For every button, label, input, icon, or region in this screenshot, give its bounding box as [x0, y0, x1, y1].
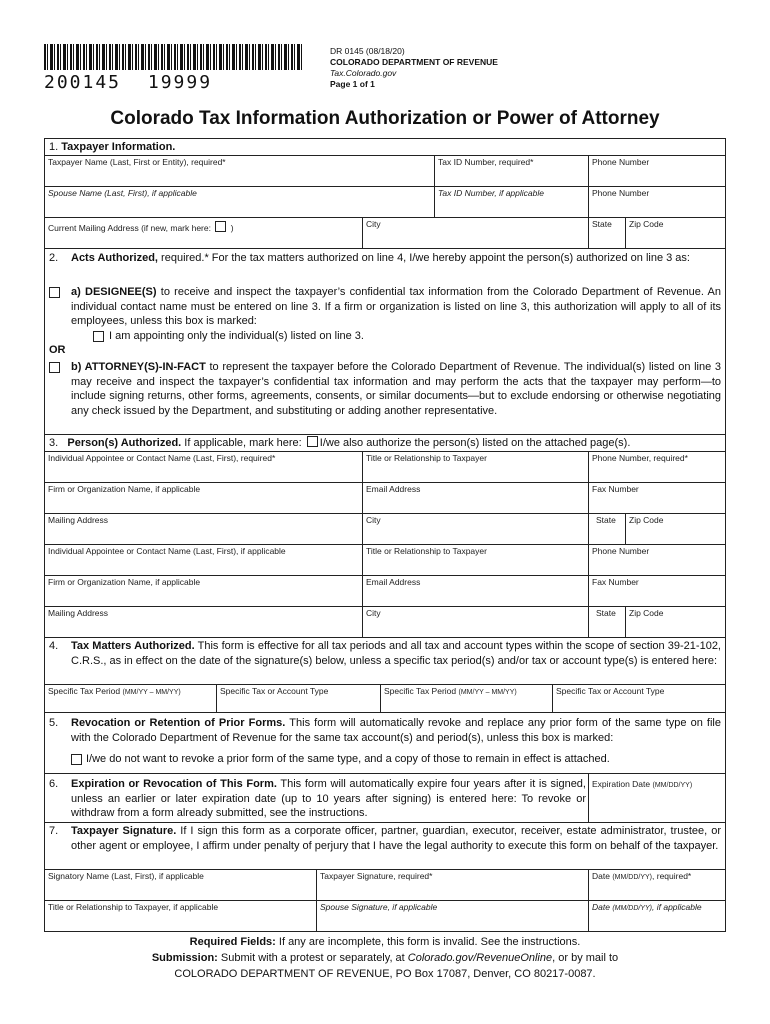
attorney-checkbox[interactable]	[49, 362, 60, 373]
section-4-number: 4.	[49, 640, 59, 652]
attached-page-checkbox[interactable]	[307, 436, 318, 447]
signatory-title-field[interactable]: Title or Relationship to Taxpayer, if applicable	[48, 902, 219, 912]
appointee-2-fax-field[interactable]: Fax Number	[592, 577, 639, 587]
spouse-date-field[interactable]: Date (MM/DD/YY), if applicable	[592, 902, 702, 912]
city-field[interactable]: City	[366, 219, 381, 229]
state-field[interactable]: State	[592, 219, 612, 229]
section-4-text: Tax Matters Authorized. This form is effective for all tax periods and all tax and account types within the scope of section 39-21-102, C.R.S., as in effect on the date of the signature(s) below, unless a specific tax period(s) and/or tax or account type(s) is entered here:	[71, 640, 721, 667]
appointee-1-title-field[interactable]: Title or Relationship to Taxpayer	[366, 453, 487, 463]
no-revoke-checkbox[interactable]	[71, 754, 82, 765]
taxpayer-signature-field[interactable]: Taxpayer Signature, required*	[320, 871, 433, 881]
form-body	[44, 138, 726, 932]
firm-2-name-field[interactable]: Firm or Organization Name, if applicable	[48, 577, 201, 587]
appointee-1-city-field[interactable]: City	[366, 515, 381, 525]
form-header	[330, 46, 498, 90]
no-revoke-label: I/we do not want to revoke a prior form of the same type, and a copy of those to remain in effect is attached.	[86, 753, 610, 765]
appointee-1-fax-field[interactable]: Fax Number	[592, 484, 639, 494]
appointee-1-mailing-field[interactable]: Mailing Address	[48, 515, 109, 525]
revenue-online-link[interactable]: Colorado.gov/RevenueOnline	[407, 952, 553, 964]
section-6-number: 6.	[49, 778, 59, 790]
page-number: Page 1 of 1	[330, 79, 375, 89]
spouse-name-field[interactable]: Spouse Name (Last, First), if applicable	[48, 188, 197, 198]
spouse-phone-field[interactable]: Phone Number	[592, 188, 650, 198]
firm-1-name-field[interactable]: Firm or Organization Name, if applicable	[48, 484, 201, 494]
form-title: Colorado Tax Information Authorization or Power of Attorney	[110, 108, 660, 129]
appointee-2-city-field[interactable]: City	[366, 608, 381, 618]
appointee-2-state-field[interactable]: State	[596, 608, 616, 618]
section-6-text: Expiration or Revocation of This Form. This form will automatically expire four years after it is signed, unless an earlier or later expiration date (up to 10 years after signing) is entered here: To revoke or withdraw from a form already submitted, see the instructions.	[71, 778, 586, 819]
appointee-1-name-field[interactable]: Individual Appointee or Contact Name (Last, First), required*	[48, 453, 276, 463]
section-1-heading: 1. Taxpayer Information.	[49, 141, 176, 153]
tax-period-1-field[interactable]: Specific Tax Period (MM/YY – MM/YY)	[48, 686, 181, 696]
signatory-name-field[interactable]: Signatory Name (Last, First), if applicable	[48, 871, 204, 881]
tax-id-field[interactable]: Tax ID Number, required*	[438, 157, 534, 167]
department-name: COLORADO DEPARTMENT OF REVENUE	[330, 57, 498, 67]
tax-type-1-field[interactable]: Specific Tax or Account Type	[220, 686, 329, 696]
spouse-signature-field[interactable]: Spouse Signature, if applicable	[320, 902, 438, 912]
expiration-date-field[interactable]: Expiration Date (MM/DD/YY)	[592, 779, 693, 789]
form-footer	[44, 934, 726, 982]
form-id: DR 0145 (08/18/20)	[330, 46, 405, 56]
section-2-intro: Acts Authorized, required.* For the tax matters authorized on line 4, I/we hereby appoint the person(s) authorized on line 3 as:	[71, 252, 690, 264]
submission-note: Submission: Submit with a protest or separately, at Colorado.gov/RevenueOnline, or by mail to	[151, 952, 619, 964]
designee-text: a) DESIGNEE(S) to receive and inspect the taxpayer’s confidential tax information from the Colorado Department of Revenue. An individual contact name must be entered on line 3. If a firm or organization is listed on line 3, this authorization will apply to all of its employees, unless this box is marked:	[71, 286, 721, 327]
section-2-number: 2.	[49, 252, 59, 264]
section-7-number: 7.	[49, 825, 59, 837]
zip-field[interactable]: Zip Code	[629, 219, 664, 229]
phone-field[interactable]: Phone Number	[592, 157, 650, 167]
section-5-number: 5.	[49, 717, 59, 729]
mailing-address: COLORADO DEPARTMENT OF REVENUE, PO Box 17087, Denver, CO 80217-0087.	[174, 968, 596, 980]
taxpayer-name-field[interactable]: Taxpayer Name (Last, First or Entity), required*	[48, 157, 226, 167]
individual-only-label: I am appointing only the individual(s) listed on line 3.	[109, 330, 364, 342]
appointee-2-email-field[interactable]: Email Address	[366, 577, 421, 587]
appointee-2-name-field[interactable]: Individual Appointee or Contact Name (Last, First), if applicable	[48, 546, 286, 556]
tax-type-2-field[interactable]: Specific Tax or Account Type	[556, 686, 665, 696]
appointee-1-email-field[interactable]: Email Address	[366, 484, 421, 494]
signature-date-field[interactable]: Date (MM/DD/YY), required*	[592, 871, 692, 881]
barcode-number: 200145 19999	[44, 72, 213, 93]
barcode	[44, 44, 302, 70]
required-fields-note: Required Fields: If any are incomplete, this form is invalid. See the instructions.	[189, 936, 581, 948]
designee-checkbox[interactable]	[49, 287, 60, 298]
section-7-text: Taxpayer Signature. If I sign this form as a corporate officer, partner, guardian, executor, receiver, estate administrator, trustee, or other agent or employee, I affirm under penalty of perjury that I have the legal authority to execute this form on behalf of the taxpayer.	[71, 825, 721, 852]
appointee-2-mailing-field[interactable]: Mailing Address	[48, 608, 109, 618]
appointee-1-phone-field[interactable]: Phone Number, required*	[592, 453, 688, 463]
appointee-1-state-field[interactable]: State	[596, 515, 616, 525]
attorney-text: b) ATTORNEY(S)-IN-FACT to represent the taxpayer before the Colorado Department of Revenue. The individual(s) listed on line 3 may receive and inspect the taxpayer’s confidential tax information and may perform the acts that the taxpayer may perform—to include signing returns, other forms, agreements, consents, or similar documents—but to exclude endorsing or otherwise negotiating any check issued by the Department, and substituting or adding another representative.	[71, 361, 721, 417]
section-3-heading: 3. Person(s) Authorized. If applicable, mark here: I/we also authorize the person(s) listed on the attached page(s).	[49, 437, 631, 449]
spouse-tax-id-field[interactable]: Tax ID Number, if applicable	[438, 188, 544, 198]
appointee-1-zip-field[interactable]: Zip Code	[629, 515, 664, 525]
new-address-checkbox[interactable]	[215, 221, 226, 232]
tax-period-2-field[interactable]: Specific Tax Period (MM/YY – MM/YY)	[384, 686, 517, 696]
appointee-2-title-field[interactable]: Title or Relationship to Taxpayer	[366, 546, 487, 556]
mailing-address-field[interactable]: Current Mailing Address (if new, mark here: )	[48, 223, 234, 233]
appointee-2-zip-field[interactable]: Zip Code	[629, 608, 664, 618]
section-5-text: Revocation or Retention of Prior Forms. This form will automatically revoke and replace any prior form of the same type on file with the Colorado Department of Revenue for the same tax account(s) and period(s), unless this box is marked:	[71, 717, 721, 744]
individual-only-checkbox[interactable]	[93, 331, 104, 342]
appointee-2-phone-field[interactable]: Phone Number	[592, 546, 650, 556]
website: Tax.Colorado.gov	[330, 68, 397, 78]
or-label: OR	[49, 344, 66, 356]
